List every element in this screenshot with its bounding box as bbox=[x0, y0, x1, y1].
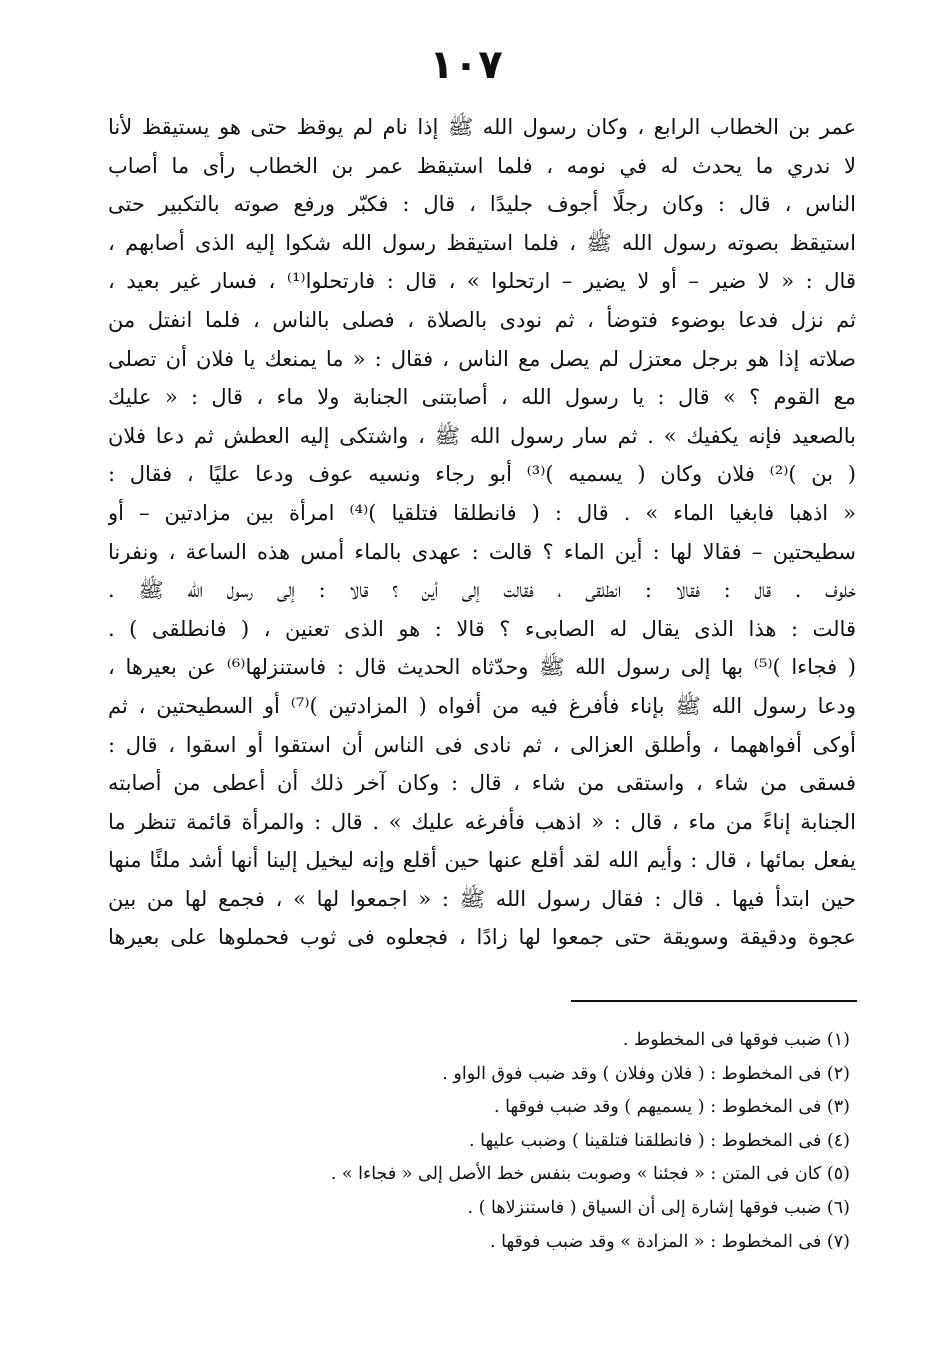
text-line: ودعا رسول الله ﷺ بإناء فأفرغ فيه من أفواه ( المزادتين )⁽⁷⁾ أو السطيحتين ، ثم bbox=[108, 693, 856, 718]
footnote: (٦) ضبب فوقها إشارة إلى أن السياق ( فاستنزلاها ) . bbox=[467, 1197, 850, 1218]
text-line: قال : « لا ضير – أو لا يضير – ارتحلوا » ، قال : فارتحلوا⁽¹⁾ ، فسار غير بعيد ، bbox=[108, 269, 856, 294]
footnotes bbox=[250, 1024, 850, 1259]
footnote-divider bbox=[571, 1000, 857, 1002]
text-line: أوكى أفواههما ، وأطلق العزالى ، ثم نادى فى الناس أن استقوا أو اسقوا ، قال : bbox=[108, 732, 856, 757]
text-line: لا ندري ما يحدث له في نومه ، فلما استيقظ عمر بن الخطاب رأى ما أصاب bbox=[108, 153, 856, 178]
page-number: ١٠٧ bbox=[429, 42, 503, 88]
text-line: سطيحتين – فقالا لها : أين الماء ؟ قالت : عهدى بالماء أمس هذه الساعة ، ونفرنا bbox=[108, 539, 856, 564]
footnote: (٧) فى المخطوط : « المزادة » وقد ضبب فوقها . bbox=[490, 1231, 850, 1252]
footnote: (٤) فى المخطوط : ( فانطلقنا فتلقينا ) وضبب عليها . bbox=[469, 1130, 850, 1151]
footnote: (٣) فى المخطوط : ( يسميهم ) وقد ضبب فوقها . bbox=[493, 1097, 850, 1118]
text-line: بالصعيد فإنه يكفيك » . ثم سار رسول الله ﷺ ، واشتكى إليه العطش ثم دعا فلان bbox=[108, 423, 856, 448]
text-line: الناس ، قال : وكان رجلًا أجوف جليدًا ، قال : فكبّر ورفع صوته بالتكبير حتى bbox=[108, 192, 856, 217]
text-line: يفعل بمائها ، قال : وأيم الله لقد أقلع عنها حين أقلع وإنه ليخيل إلينا أنها أشد ملئًا منها bbox=[108, 848, 856, 873]
text-line: صلاته إذا هو برجل معتزل لم يصل مع الناس ، فقال : « ما يمنعك يا فلان أن تصلى bbox=[108, 346, 856, 371]
text-line: ثم نزل فدعا بوضوء فتوضأ ، ثم نودى بالصلاة ، فصلى بالناس ، فلما انفتل من bbox=[108, 307, 856, 332]
footnote: (٥) كان فى المتن : « فجئنا » وصوبت بنفس خط الأصل إلى « فجاءا » . bbox=[330, 1164, 850, 1185]
text-line: ( فجاءا )⁽⁵⁾ بها إلى رسول الله ﷺ وحدّثاه الحديث قال : فاستنزلها⁽⁶⁾ عن بعيرها ، bbox=[108, 655, 856, 680]
footnote: (٢) فى المخطوط : ( فلان وفلان ) وقد ضبب فوق الواو . bbox=[442, 1063, 850, 1084]
text-line: خلوف . قال : فقالا : انطلقى ، فقالت إلى أين ؟ قالا : إلى رسول الله ﷺ . bbox=[108, 578, 856, 603]
body-text bbox=[108, 108, 856, 957]
text-line: ( بن )⁽²⁾ فلان وكان ( يسميه )⁽³⁾ أبو رجاء ونسيه عوف ودعا عليًا ، فقال : bbox=[108, 462, 856, 487]
text-line: مع القوم ؟ » قال : يا رسول الله ، أصابتنى الجنابة ولا ماء ، قال : « عليك bbox=[108, 385, 856, 410]
text-line: حين ابتدأ فيها . قال : فقال رسول الله ﷺ : « اجمعوا لها » ، فجمع لها من بين bbox=[108, 886, 856, 911]
text-line: قالت : هذا الذى يقال له الصابىء ؟ قالا : هو الذى تعنين ، ( فانطلقى ) . bbox=[108, 616, 856, 641]
text-line: عجوة ودقيقة وسويقة حتى جمعوا لها زادًا ، فجعلوه فى ثوب فحملوها على بعيرها bbox=[108, 925, 856, 950]
text-line: « اذهبا فابغيا الماء » . قال : ( فانطلقا فتلقيا )⁽⁴⁾ امرأة بين مزادتين – أو bbox=[108, 500, 856, 525]
text-line: عمر بن الخطاب الرابع ، وكان رسول الله ﷺ إذا نام لم يوقظ حتى هو يستيقظ لأنا bbox=[108, 115, 856, 139]
footnote: (١) ضبب فوقها فى المخطوط . bbox=[622, 1030, 850, 1050]
text-line: فسقى من شاء ، واستقى من شاء ، قال : وكان آخر ذلك أن أعطى من أصابته bbox=[108, 771, 856, 796]
text-line: استيقظ بصوته رسول الله ﷺ ، فلما استيقظ رسول الله شكوا إليه الذى أصابهم ، bbox=[108, 230, 856, 255]
text-line: الجنابة إناءً من ماء ، قال : « اذهب فأفرغه عليك » . قال : والمرأة قائمة تنظر ما bbox=[108, 809, 856, 834]
